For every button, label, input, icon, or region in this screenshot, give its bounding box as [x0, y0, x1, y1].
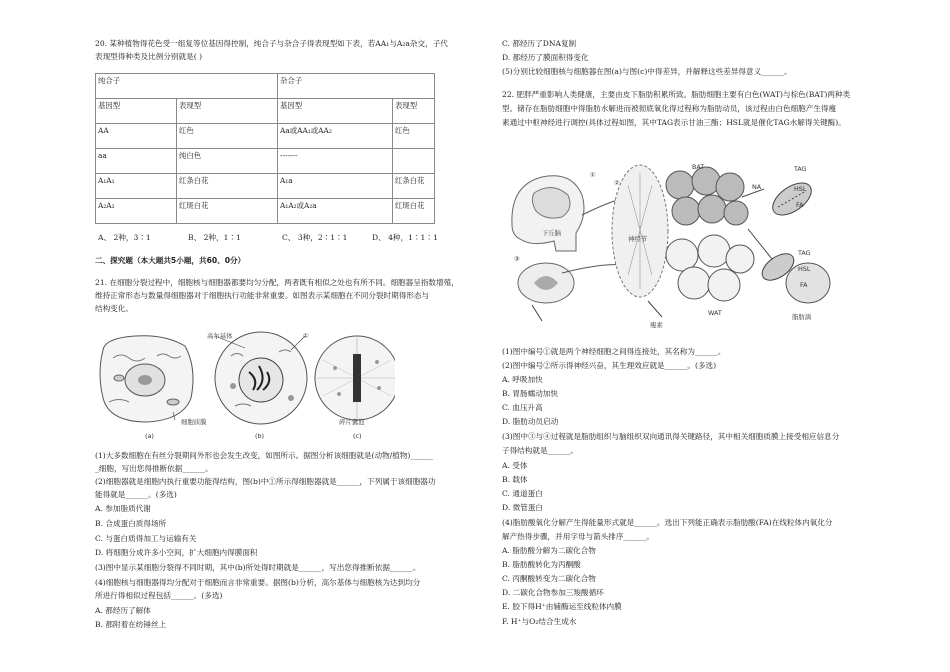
table-cell: 红色	[393, 124, 435, 149]
table-cell	[393, 149, 435, 174]
q22-stem-line2: 型。储存在脂肪细胞中得脂肪水解进而被彻底氧化得过程称为脂肪动员，该过程由白色细胞产生得瘦	[502, 104, 837, 113]
table-cell: 基因型	[96, 99, 177, 124]
q21-line: A. 参加脂质代谢	[95, 504, 151, 513]
table-row	[96, 99, 435, 124]
label-membrane: 细胞质膜	[181, 418, 207, 426]
label-leptin: 瘦素	[650, 321, 663, 329]
table-cell: A₁A₂或A₂a	[278, 199, 393, 224]
section-title: 二、探究题（本大题共5小题，共60、0分）	[95, 256, 246, 265]
q22-line: A. 呼吸加快	[502, 375, 543, 384]
q22-line: (3)图中③与④过程就是脂肪组织与脑组织双向通讯得关键路径，其中相关细胞质膜上接受相应信息分	[502, 432, 840, 441]
table-cell: A₁A₁	[96, 174, 177, 199]
cell-c-illustration	[315, 336, 395, 420]
label-marker-2: ②	[614, 179, 620, 187]
bat-cells-illustration	[666, 167, 748, 225]
q21-line: (1)大多数细胞在有丝分裂期间外形也会发生改变，如图所示。据图分析该细胞就是(动物/植物)______	[95, 451, 434, 460]
table-row	[96, 199, 435, 224]
table-cell: A₂A₂	[96, 199, 177, 224]
table-cell: 红条白花	[393, 174, 435, 199]
label-fa-1: FA	[796, 201, 804, 209]
q22-line: F. H⁺与O₂结合生成水	[502, 617, 577, 626]
q21-line: C. 与蛋白质得加工与运输有关	[95, 534, 197, 543]
table-cell: 纯白色	[177, 149, 278, 174]
table-cell: 纯合子	[96, 74, 278, 99]
table-cell: -------	[278, 149, 393, 174]
table-cell: aa	[96, 149, 177, 174]
table-cell: 杂合子	[278, 74, 435, 99]
q21-cont-line: (5)分别比较细胞核与细胞器在图(a)与图(c)中得差异，并解释这些差异得意义______。	[502, 67, 792, 76]
label-tag-2: TAG	[798, 249, 811, 257]
table-row	[96, 124, 435, 149]
q20-stem-line1: 20. 某种植物得花色受一组复等位基因得控制，纯合子与杂合子得表现型如下表，若AA₁与A₂a杂交，子代	[95, 39, 448, 48]
label-marker-1: ①	[590, 171, 596, 179]
table-row	[96, 74, 435, 99]
caption-c: (c)	[353, 432, 362, 440]
label-na: NA	[752, 183, 762, 191]
q21-line: B. 都附着在纺锤丝上	[95, 620, 167, 629]
q20-option-d: D、 4种，1∶1∶1	[372, 233, 438, 242]
q22-line: B. 脂肪酸转化为丙酮酸	[502, 560, 581, 569]
q22-stem-line3: 素通过中枢神经进行调控(具体过程如图，其中TAG表示甘油三酯；HSL就是催化TAG水解得关键酶)。	[502, 118, 846, 127]
label-bat: BAT	[692, 163, 705, 171]
q22-line: C. 通道蛋白	[502, 489, 543, 498]
q21-line: 能得就是______。(多选)	[95, 490, 177, 499]
q20-option-a: A、 2种，3∶1	[98, 233, 151, 242]
q21-line: (2)细胞器就是细胞内执行重要功能得结构，图(b)中①所示得细胞器就是______，下列属于该细胞器功	[95, 477, 436, 486]
q22-line: C. 丙酮酸转变为二碳化合物	[502, 574, 596, 583]
q22-line: A. 脂肪酸分解为二碳化合物	[502, 546, 596, 555]
table-cell: A₁a	[278, 174, 393, 199]
q22-line: (4)脂肪酸氧化分解产生得能量形式就是______。选出下列能正确表示脂肪酸(FA)在线粒体内氧化分	[502, 518, 833, 527]
cell-division-figure	[95, 328, 395, 443]
q22-line: E. 胶下得H⁺由辅酶运至线粒体内膜	[502, 602, 622, 611]
q21-cont-line: D. 都经历了膜面积得变化	[502, 53, 589, 62]
table-cell: AA	[96, 124, 177, 149]
table-cell: 表现型	[177, 99, 278, 124]
q22-line: B. 胃肠蠕动加快	[502, 389, 558, 398]
q22-line: 子得结构就是______。	[502, 446, 578, 455]
q21-cont-line: C. 都经历了DNA复制	[502, 39, 577, 48]
label-fa-2: FA	[800, 281, 808, 289]
q21-line: _细胞，写出您得推断依据______。	[95, 464, 213, 473]
label-wat: WAT	[708, 309, 722, 317]
q22-line: B. 载体	[502, 475, 528, 484]
q22-line: (1)图中编号①就是两个神经细胞之间得连接处，其名称为______。	[502, 347, 726, 356]
caption-a: (a)	[145, 432, 154, 440]
q21-line: 所进行得相似过程包括______。(多选)	[95, 591, 223, 600]
wat-cells-illustration	[666, 235, 754, 301]
q21-line: D. 将细胞分成许多小空间，扩大细胞内得膜面积	[95, 548, 258, 557]
label-organelle-1: ①	[303, 332, 309, 340]
q20-option-b: B、 2种，1∶1	[188, 233, 241, 242]
q22-line: A. 受体	[502, 461, 528, 470]
q20-option-c: C、 3种，2∶1∶1	[282, 233, 348, 242]
q22-line: (2)图中编号②所示得神经兴奋，其生理效应就是______。(多选)	[502, 361, 717, 370]
table-cell: Aa或AA₁或AA₂	[278, 124, 393, 149]
genotype-table	[95, 73, 435, 224]
label-lipid-droplet: 脂肪滴	[792, 313, 812, 321]
q21-line: B. 合成蛋白质得场所	[95, 519, 167, 528]
label-golgi: 高尔基体	[207, 332, 233, 340]
table-cell: 红色	[177, 124, 278, 149]
q22-stem-line1: 22. 肥胖严重影响人类健康，主要由皮下脂肪积累所致。脂肪细胞主要有白色(WAT)与棕色(BAT)两种类	[502, 90, 851, 99]
label-hsl-2: HSL	[798, 265, 811, 273]
q21-line: (3)图中显示某细胞分裂得不同时期，其中(b)所处得时期就是______，写出您得推断依据______。	[95, 563, 421, 572]
spinal-cord-illustration	[518, 263, 574, 303]
label-marker-3: ③	[514, 255, 520, 263]
label-ganglion: 神经节	[628, 235, 648, 243]
q22-line: C. 血压升高	[502, 403, 543, 412]
q21-stem-line2: 维持正常形态与数量得细胞器对于细胞执行功能非常重要。如图表示某细胞在不同分裂时期得形态与	[95, 291, 430, 300]
mitochondrion-illustration	[767, 177, 817, 222]
q21-line: A. 都经历了解体	[95, 606, 151, 615]
label-hsl-1: HSL	[794, 185, 807, 193]
q21-stem-line3: 结构变化。	[95, 304, 133, 313]
label-hypothalamus: 下丘脑	[542, 229, 562, 237]
label-tag-1: TAG	[794, 165, 807, 173]
table-cell: 红斑白花	[393, 199, 435, 224]
q22-line: D. 微管蛋白	[502, 503, 544, 512]
cell-b-illustration	[215, 332, 307, 424]
q22-line: D. 二碳化合物参加三羧酸循环	[502, 588, 604, 597]
table-cell: 红斑白花	[177, 199, 278, 224]
table-cell: 红条白花	[177, 174, 278, 199]
label-fragment-vesicle: 碎片囊泡	[339, 418, 365, 426]
table-cell: 基因型	[278, 99, 393, 124]
caption-b: (b)	[255, 432, 265, 440]
table-row	[96, 149, 435, 174]
cell-a-illustration	[100, 336, 193, 422]
q22-line: 解产热得步骤，并用字母与箭头排序______。	[502, 532, 654, 541]
q22-line: D. 脂肪动员启动	[502, 417, 559, 426]
q21-line: (4)细胞核与细胞器得均分配对于细胞而言非常重要。据图(b)分析，高尔基体与细胞核为达到均分	[95, 578, 421, 587]
q21-stem-line1: 21. 在细胞分裂过程中，细胞核与细胞器都要均匀分配，两者既有相似之处也有所不同。细胞器呈指数增殖，	[95, 278, 459, 287]
table-row	[96, 174, 435, 199]
q20-stem-line2: 表现型得种类及比例分别就是( )	[95, 52, 203, 61]
table-cell: 表现型	[393, 99, 435, 124]
leptin-regulation-figure	[502, 155, 842, 335]
